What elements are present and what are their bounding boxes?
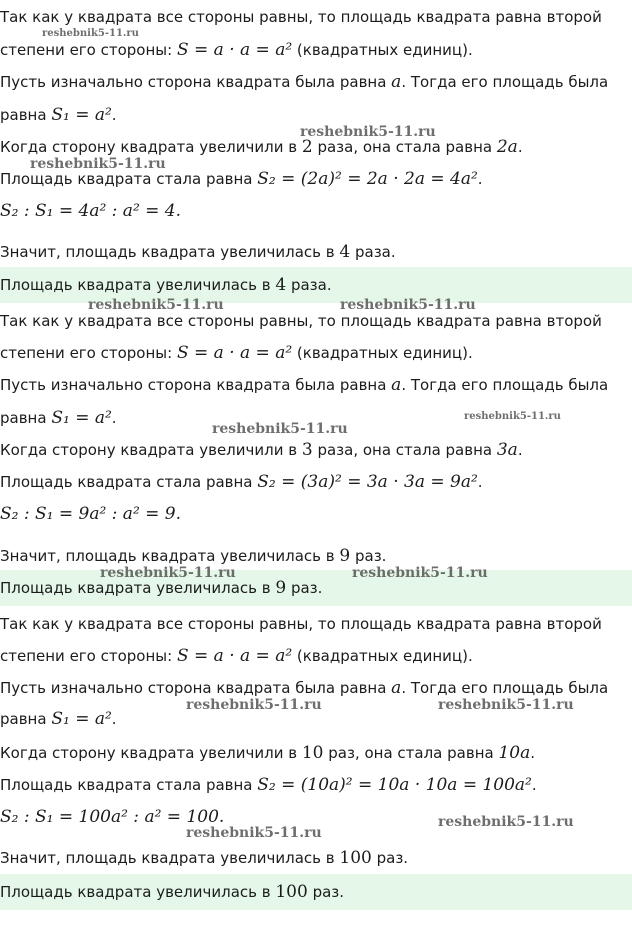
paragraph: равна S₁ = a².: [0, 408, 117, 428]
paragraph: Площадь квадрата стала равна S₂ = (3a)² = 3a · 3a = 9a².: [0, 472, 483, 492]
watermark: reshebnik5-11.ru: [438, 814, 574, 830]
formula: S₂ = (3a)² = 3a · 3a = 9a²: [257, 472, 478, 492]
formula: S = a · a = a²: [176, 40, 293, 60]
formula: S₁ = a²: [51, 408, 112, 428]
paragraph: Значит, площадь квадрата увеличилась в 9 раз.: [0, 546, 387, 566]
paragraph: Так как у квадрата все стороны равны, то площадь квадрата равна второй: [0, 312, 602, 330]
paragraph: Пусть изначально сторона квадрата была равна a. Тогда его площадь была: [0, 72, 609, 92]
watermark: reshebnik5-11.ru: [464, 411, 561, 422]
formula: S₁ = a²: [51, 105, 112, 125]
paragraph: Пусть изначально сторона квадрата была равна a. Тогда его площадь была: [0, 678, 609, 698]
paragraph: Когда сторону квадрата увеличили в 2 раза, она стала равна 2a.: [0, 137, 523, 157]
paragraph: Значит, площадь квадрата увеличилась в 4 раза.: [0, 242, 396, 262]
watermark: reshebnik5-11.ru: [212, 421, 348, 437]
watermark: reshebnik5-11.ru: [42, 28, 139, 39]
formula-line: S₂ : S₁ = 4a² : a² = 4.: [0, 201, 182, 221]
paragraph: равна S₁ = a².: [0, 105, 117, 125]
watermark: reshebnik5-11.ru: [340, 297, 476, 313]
watermark: reshebnik5-11.ru: [30, 156, 166, 172]
formula: S₂ = (2a)² = 2a · 2a = 4a²: [257, 169, 478, 189]
watermark: reshebnik5-11.ru: [100, 565, 236, 581]
formula: S₂ = (10a)² = 10a · 10a = 100a²: [257, 775, 532, 795]
paragraph: Пусть изначально сторона квадрата была равна a. Тогда его площадь была: [0, 375, 609, 395]
paragraph: Площадь квадрата стала равна S₂ = (10a)² = 10a · 10a = 100a².: [0, 775, 537, 795]
formula-line: S₂ : S₁ = 100a² : a² = 100.: [0, 807, 225, 827]
answer-text: Площадь квадрата увеличилась в 9 раз.: [0, 578, 323, 598]
paragraph: Когда сторону квадрата увеличили в 3 раза, она стала равна 3a.: [0, 440, 523, 460]
watermark: reshebnik5-11.ru: [300, 124, 436, 140]
paragraph: Значит, площадь квадрата увеличилась в 100 раз.: [0, 848, 409, 868]
formula: S = a · a = a²: [176, 646, 293, 666]
formula: S₁ = a²: [51, 709, 112, 729]
paragraph: равна S₁ = a².: [0, 709, 117, 729]
watermark: reshebnik5-11.ru: [352, 565, 488, 581]
formula-line: S₂ : S₁ = 9a² : a² = 9.: [0, 504, 182, 524]
paragraph: степени его стороны: S = a · a = a² (квадратных единиц).: [0, 40, 473, 60]
formula: S = a · a = a²: [176, 343, 293, 363]
paragraph: Так как у квадрата все стороны равны, то площадь квадрата равна второй: [0, 8, 602, 26]
watermark: reshebnik5-11.ru: [88, 297, 224, 313]
watermark: reshebnik5-11.ru: [438, 697, 574, 713]
watermark: reshebnik5-11.ru: [186, 825, 322, 841]
paragraph: Когда сторону квадрата увеличили в 10 раз, она стала равна 10a.: [0, 743, 536, 763]
answer-text: Площадь квадрата увеличилась в 100 раз.: [0, 882, 345, 902]
watermark: reshebnik5-11.ru: [186, 697, 322, 713]
paragraph: степени его стороны: S = a · a = a² (квадратных единиц).: [0, 343, 473, 363]
paragraph: степени его стороны: S = a · a = a² (квадратных единиц).: [0, 646, 473, 666]
paragraph: Площадь квадрата стала равна S₂ = (2a)² = 2a · 2a = 4a².: [0, 169, 483, 189]
answer-text: Площадь квадрата увеличилась в 4 раза.: [0, 275, 332, 295]
paragraph: Так как у квадрата все стороны равны, то площадь квадрата равна второй: [0, 615, 602, 633]
